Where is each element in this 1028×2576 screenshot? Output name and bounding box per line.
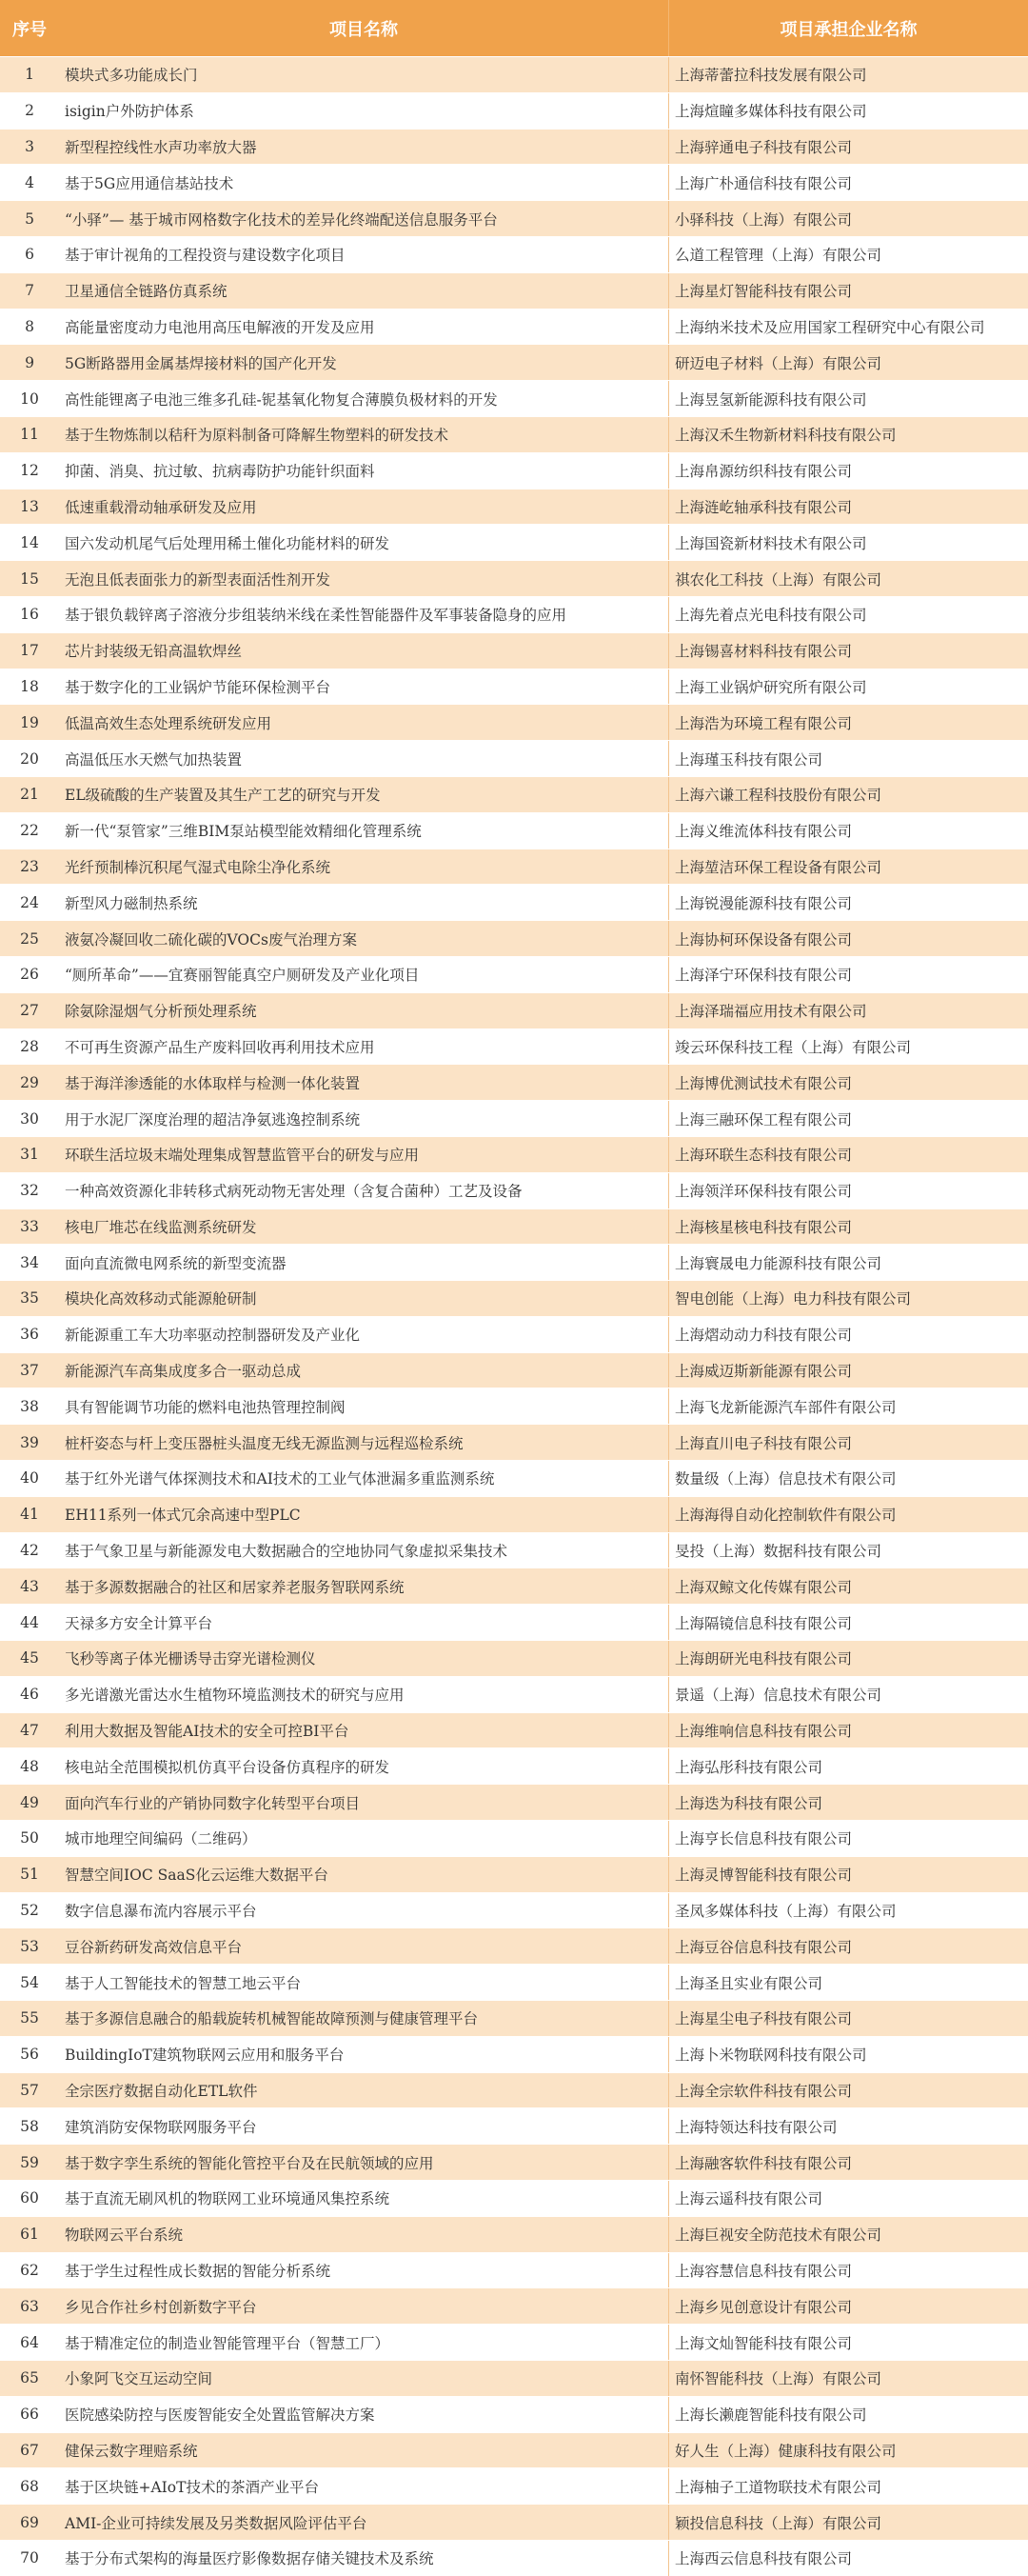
row-index: 48 — [20, 1757, 39, 1775]
row-company-name: 上海云遥科技有限公司 — [668, 2181, 1028, 2216]
row-project-name: 模块化高效移动式能源舱研制 — [65, 1290, 257, 1308]
row-index: 6 — [25, 246, 34, 264]
row-company-name: 上海煊瞳多媒体科技有限公司 — [668, 93, 1028, 129]
row-company-name: 景遥（上海）信息技术有限公司 — [668, 1677, 1028, 1712]
row-project-name: 基于银负载锌离子溶液分步组装纳米线在柔性智能器件及军事装备隐身的应用 — [65, 607, 567, 625]
row-company-name: 好人生（上海）健康科技有限公司 — [668, 2433, 1028, 2468]
row-index: 35 — [20, 1289, 39, 1308]
row-index: 16 — [20, 606, 39, 624]
row-company-name: 上海特领达科技有限公司 — [668, 2108, 1028, 2144]
table-row — [0, 309, 1028, 345]
header-project-name: 项目名称 — [329, 19, 398, 40]
row-company-name: 上海全宗软件科技有限公司 — [668, 2073, 1028, 2108]
table-row — [0, 740, 1028, 776]
table-row — [0, 669, 1028, 705]
row-project-name: 不可再生资源产品生产废料回收再利用技术应用 — [65, 1038, 375, 1056]
row-company-name: 上海弘彤科技有限公司 — [668, 1748, 1028, 1784]
table-row — [0, 380, 1028, 416]
row-index: 37 — [20, 1362, 39, 1380]
table-row — [0, 776, 1028, 812]
table-row — [0, 956, 1028, 992]
row-company-name: 数量级（上海）信息技术有限公司 — [668, 1461, 1028, 1496]
table-row — [0, 1747, 1028, 1784]
row-project-name: 低速重载滑动轴承研发及应用 — [65, 498, 257, 516]
row-project-name: 建筑消防安保物联网服务平台 — [65, 2118, 257, 2136]
row-project-name: 基于区块链+AIoT技术的茶酒产业平台 — [65, 2478, 319, 2496]
table-body — [0, 56, 1028, 2576]
row-project-name: 小象阿飞交互运动空间 — [65, 2370, 213, 2388]
row-project-name: 天禄多方安全计算平台 — [65, 1614, 213, 1632]
row-project-name: 桩杆姿态与杆上变压器桩头温度无线无源监测与远程巡检系统 — [65, 1434, 464, 1452]
row-project-name: 健保云数字理赔系统 — [65, 2442, 198, 2460]
row-index: 4 — [25, 173, 34, 191]
row-project-name: 新能源重工车大功率驱动控制器研发及产业化 — [65, 1327, 361, 1345]
row-index: 21 — [20, 786, 39, 804]
row-index: 39 — [20, 1433, 39, 1451]
row-index: 46 — [20, 1686, 39, 1704]
row-index: 58 — [20, 2117, 39, 2135]
row-project-name: 核电站全范围模拟机仿真平台设备仿真程序的研发 — [65, 1758, 390, 1776]
row-project-name: BuildingIoT建筑物联网云应用和服务平台 — [65, 2047, 345, 2065]
row-index: 41 — [20, 1506, 39, 1524]
table-row — [0, 2504, 1028, 2540]
table-row — [0, 1028, 1028, 1065]
row-index: 44 — [20, 1613, 39, 1631]
row-index: 43 — [20, 1577, 39, 1595]
row-project-name: 飞秒等离子体光栅诱导击穿光谱检测仪 — [65, 1650, 316, 1668]
row-index: 31 — [20, 1146, 39, 1164]
row-project-name: AMI-企业可持续发展及另类数据风险评估平台 — [65, 2514, 367, 2532]
row-project-name: 数字信息瀑布流内容展示平台 — [65, 1903, 257, 1921]
row-index: 53 — [20, 1937, 39, 1955]
table-row — [0, 632, 1028, 669]
row-index: 59 — [20, 2153, 39, 2171]
row-company-name: 上海三融环保工程有限公司 — [668, 1101, 1028, 1136]
table-row — [0, 2324, 1028, 2360]
table-row — [0, 812, 1028, 849]
row-company-name: 上海博优测试技术有限公司 — [668, 1065, 1028, 1100]
row-project-name: 国六发动机尾气后处理用稀土催化功能材料的研发 — [65, 534, 390, 552]
row-project-name: EL级硫酸的生产装置及其生产工艺的研究与开发 — [65, 787, 381, 805]
table-row — [0, 1064, 1028, 1100]
row-index: 2 — [25, 102, 34, 120]
row-index: 60 — [20, 2189, 39, 2207]
row-company-name: 上海涟屹轴承科技有限公司 — [668, 489, 1028, 525]
row-company-name: 上海领洋环保科技有限公司 — [668, 1173, 1028, 1208]
row-index: 52 — [20, 1902, 39, 1920]
row-project-name: 豆谷新药研发高效信息平台 — [65, 1938, 243, 1956]
row-index: 36 — [20, 1326, 39, 1344]
row-company-name: 上海灵博智能科技有限公司 — [668, 1857, 1028, 1892]
row-project-name: 基于5G应用通信基站技术 — [65, 174, 234, 192]
row-index: 54 — [20, 1973, 39, 1991]
row-project-name: 卫星通信全链路仿真系统 — [65, 283, 227, 301]
row-company-name: 上海六谦工程科技股份有限公司 — [668, 777, 1028, 812]
table-row — [0, 1532, 1028, 1568]
row-project-name: 芯片封装级无铅高温软焊丝 — [65, 643, 243, 661]
row-project-name: 智慧空间IOC SaaS化云运维大数据平台 — [65, 1867, 328, 1885]
row-company-name: 上海威迈斯新能源有限公司 — [668, 1353, 1028, 1388]
row-index: 45 — [20, 1649, 39, 1667]
row-company-name: 南怀智能科技（上海）有限公司 — [668, 2361, 1028, 2396]
row-project-name: 环联生活垃圾末端处理集成智慧监管平台的研发与应用 — [65, 1147, 420, 1165]
row-project-name: 新一代“泵管家”三维BIM泵站模型能效精细化管理系统 — [65, 823, 422, 841]
row-index: 56 — [20, 2046, 39, 2064]
row-company-name: 上海锡喜材料科技有限公司 — [668, 633, 1028, 669]
row-company-name: 上海泽瑞福应用技术有限公司 — [668, 993, 1028, 1028]
row-company-name: 上海融客软件科技有限公司 — [668, 2145, 1028, 2180]
row-index: 11 — [20, 426, 39, 444]
row-company-name: 上海堃洁环保工程设备有限公司 — [668, 849, 1028, 885]
row-project-name: isigin户外防护体系 — [65, 103, 194, 121]
table-row — [0, 1316, 1028, 1352]
row-company-name: 上海工业锅炉研究所有限公司 — [668, 669, 1028, 705]
table-row — [0, 849, 1028, 885]
row-company-name: 上海核星核电科技有限公司 — [668, 1209, 1028, 1245]
table-row — [0, 1892, 1028, 1928]
row-index: 33 — [20, 1217, 39, 1235]
table-row — [0, 2000, 1028, 2036]
row-company-name: 上海泽宁环保科技有限公司 — [668, 957, 1028, 992]
row-project-name: 基于学生过程性成长数据的智能分析系统 — [65, 2263, 331, 2280]
row-index: 5 — [25, 210, 34, 228]
row-index: 12 — [20, 462, 39, 480]
row-project-name: 抑菌、消臭、抗过敏、抗病毒防护功能针织面料 — [65, 463, 375, 481]
table-row — [0, 1136, 1028, 1172]
table-row — [0, 2216, 1028, 2252]
row-index: 51 — [20, 1866, 39, 1884]
row-company-name: 上海星灯智能科技有限公司 — [668, 273, 1028, 309]
row-index: 9 — [25, 353, 34, 371]
row-company-name: 上海乡见创意设计有限公司 — [668, 2288, 1028, 2324]
table-row — [0, 92, 1028, 129]
table-row — [0, 2287, 1028, 2324]
table-row — [0, 1208, 1028, 1245]
row-company-name: 上海隔镜信息科技有限公司 — [668, 1605, 1028, 1640]
table-row — [0, 704, 1028, 740]
row-project-name: 面向汽车行业的产销协同数字化转型平台项目 — [65, 1794, 361, 1812]
row-index: 34 — [20, 1253, 39, 1271]
row-company-name: 竣云环保科技工程（上海）有限公司 — [668, 1029, 1028, 1065]
row-company-name: 上海文灿智能科技有限公司 — [668, 2325, 1028, 2360]
row-project-name: 基于红外光谱气体探测技术和AI技术的工业气体泄漏多重监测系统 — [65, 1470, 495, 1488]
row-index: 32 — [20, 1182, 39, 1200]
row-project-name: 全宗医疗数据自动化ETL软件 — [65, 2083, 258, 2101]
table-row — [0, 1964, 1028, 2000]
table-row — [0, 1604, 1028, 1640]
table-row — [0, 1927, 1028, 1964]
row-company-name: 祺农化工科技（上海）有限公司 — [668, 561, 1028, 596]
row-index: 63 — [20, 2297, 39, 2315]
table-row — [0, 344, 1028, 380]
row-company-name: 研迈电子材料（上海）有限公司 — [668, 345, 1028, 380]
row-project-name: 基于气象卫星与新能源发电大数据融合的空地协同气象虚拟采集技术 — [65, 1543, 508, 1561]
row-company-name: 么道工程管理（上海）有限公司 — [668, 237, 1028, 272]
table-row — [0, 272, 1028, 309]
row-company-name: 上海昱氢新能源科技有限公司 — [668, 381, 1028, 416]
row-index: 50 — [20, 1829, 39, 1847]
row-index: 29 — [20, 1073, 39, 1091]
table-row — [0, 129, 1028, 165]
row-index: 69 — [20, 2513, 39, 2531]
table-row — [0, 56, 1028, 92]
table-row — [0, 236, 1028, 272]
row-index: 27 — [20, 1002, 39, 1020]
table-row — [0, 489, 1028, 525]
row-company-name: 上海协柯环保设备有限公司 — [668, 921, 1028, 956]
row-company-name: 上海骍通电子科技有限公司 — [668, 130, 1028, 165]
row-index: 66 — [20, 2406, 39, 2424]
row-index: 22 — [20, 822, 39, 840]
row-project-name: 城市地理空间编码（二维码） — [65, 1830, 257, 1848]
table-row — [0, 2144, 1028, 2180]
row-index: 64 — [20, 2333, 39, 2351]
row-project-name: 乡见合作社乡村创新数字平台 — [65, 2298, 257, 2316]
table-row — [0, 2540, 1028, 2576]
row-index: 20 — [20, 749, 39, 768]
row-company-name: 上海义维流体科技有限公司 — [668, 813, 1028, 849]
row-company-name: 上海亨长信息科技有限公司 — [668, 1821, 1028, 1856]
row-project-name: 无泡且低表面张力的新型表面活性剂开发 — [65, 570, 331, 589]
table-row — [0, 2467, 1028, 2504]
row-index: 14 — [20, 533, 39, 551]
row-company-name: 上海卜米物联网科技有限公司 — [668, 2037, 1028, 2072]
row-company-name: 上海维响信息科技有限公司 — [668, 1713, 1028, 1748]
row-project-name: 基于分布式架构的海量医疗影像数据存储关键技术及系统 — [65, 2550, 434, 2568]
row-index: 10 — [20, 389, 39, 408]
row-project-name: 低温高效生态处理系统研发应用 — [65, 714, 272, 732]
row-company-name: 上海朗研光电科技有限公司 — [668, 1641, 1028, 1676]
row-index: 13 — [20, 497, 39, 515]
row-project-name: 基于人工智能技术的智慧工地云平台 — [65, 1974, 302, 1992]
table-header — [0, 0, 1028, 56]
row-index: 15 — [20, 569, 39, 588]
row-index: 18 — [20, 677, 39, 695]
table-row — [0, 596, 1028, 632]
row-index: 47 — [20, 1722, 39, 1740]
row-project-name: 物联网云平台系统 — [65, 2227, 184, 2245]
table-row — [0, 452, 1028, 489]
table-row — [0, 2036, 1028, 2072]
row-company-name: 圣凤多媒体科技（上海）有限公司 — [668, 1893, 1028, 1928]
row-project-name: 基于多源信息融合的船载旋转机械智能故障预测与健康管理平台 — [65, 2010, 479, 2028]
row-project-name: 基于数字化的工业锅炉节能环保检测平台 — [65, 678, 331, 696]
row-company-name: 上海长濑鹿智能科技有限公司 — [668, 2397, 1028, 2432]
row-company-name: 上海纳米技术及应用国家工程研究中心有限公司 — [668, 310, 1028, 345]
table-row — [0, 560, 1028, 596]
row-company-name: 上海圣且实业有限公司 — [668, 1965, 1028, 2000]
row-index: 62 — [20, 2262, 39, 2279]
row-index: 70 — [20, 2549, 39, 2567]
row-company-name: 上海星尘电子科技有限公司 — [668, 2001, 1028, 2036]
row-company-name: 上海先着点光电科技有限公司 — [668, 597, 1028, 632]
table-row — [0, 1496, 1028, 1532]
row-company-name: 上海迭为科技有限公司 — [668, 1785, 1028, 1820]
table-row — [0, 1424, 1028, 1460]
table-row — [0, 1640, 1028, 1676]
row-company-name: 上海国瓷新材料技术有限公司 — [668, 525, 1028, 560]
row-project-name: 光纤预制棒沉积尾气湿式电除尘净化系统 — [65, 858, 331, 876]
row-company-name: 上海飞龙新能源汽车部件有限公司 — [668, 1388, 1028, 1424]
table-row — [0, 2360, 1028, 2396]
row-index: 17 — [20, 642, 39, 660]
table-row — [0, 2396, 1028, 2432]
row-project-name: 模块式多功能成长门 — [65, 67, 198, 85]
table-row — [0, 1856, 1028, 1892]
row-index: 42 — [20, 1542, 39, 1560]
table-row — [0, 1784, 1028, 1820]
table-row — [0, 1388, 1028, 1424]
row-index: 30 — [20, 1109, 39, 1128]
row-index: 40 — [20, 1469, 39, 1488]
row-project-name: 新型风力磁制热系统 — [65, 894, 198, 912]
table-row — [0, 1568, 1028, 1604]
row-project-name: 核电厂堆芯在线监测系统研发 — [65, 1218, 257, 1236]
row-project-name: 用于水泥厂深度治理的超洁净氨逃逸控制系统 — [65, 1110, 361, 1128]
row-project-name: 高能量密度动力电池用高压电解液的开发及应用 — [65, 318, 375, 336]
row-company-name: 上海双鲸文化传媒有限公司 — [668, 1568, 1028, 1604]
row-index: 38 — [20, 1397, 39, 1415]
table-row — [0, 2252, 1028, 2288]
row-company-name: 旻投（上海）数据科技有限公司 — [668, 1533, 1028, 1568]
table-row — [0, 2180, 1028, 2216]
row-project-name: 基于直流无刷风机的物联网工业环境通风集控系统 — [65, 2190, 390, 2208]
row-project-name: 除氨除湿烟气分析预处理系统 — [65, 1003, 257, 1021]
row-index: 26 — [20, 966, 39, 984]
row-project-name: “小驿”— 基于城市网格数字化技术的差异化终端配送信息服务平台 — [65, 210, 498, 229]
row-index: 25 — [20, 929, 39, 948]
row-index: 28 — [20, 1037, 39, 1055]
row-company-name: 上海直川电子科技有限公司 — [668, 1425, 1028, 1460]
row-index: 68 — [20, 2477, 39, 2495]
table-row — [0, 1676, 1028, 1712]
row-project-name: 面向直流微电网系统的新型变流器 — [65, 1254, 287, 1272]
row-project-name: 5G断路器用金属基焊接材料的国产化开发 — [65, 354, 337, 372]
row-index: 65 — [20, 2369, 39, 2387]
table-row — [0, 164, 1028, 200]
row-project-name: 高性能锂离子电池三维多孔硅-铌基氧化物复合薄膜负极材料的开发 — [65, 390, 498, 409]
row-company-name: 上海环联生态科技有限公司 — [668, 1137, 1028, 1172]
row-index: 7 — [25, 282, 34, 300]
row-company-name: 上海巨视安全防范技术有限公司 — [668, 2217, 1028, 2252]
row-company-name: 上海锐漫能源科技有限公司 — [668, 885, 1028, 920]
row-index: 24 — [20, 893, 39, 911]
header-index: 序号 — [12, 19, 47, 40]
row-project-name: 医院感染防控与医废智能安全处置监管解决方案 — [65, 2406, 375, 2425]
header-company-name: 项目承担企业名称 — [668, 0, 1028, 56]
row-index: 23 — [20, 857, 39, 875]
row-project-name: 新型程控线性水声功率放大器 — [65, 138, 257, 156]
row-index: 67 — [20, 2441, 39, 2459]
table-row — [0, 1100, 1028, 1136]
table-row — [0, 2432, 1028, 2468]
row-company-name: 颖投信息科技（上海）有限公司 — [668, 2505, 1028, 2540]
row-company-name: 上海浩为环境工程有限公司 — [668, 705, 1028, 740]
row-project-name: 基于多源数据融合的社区和居家养老服务智联网系统 — [65, 1578, 405, 1596]
table-row — [0, 524, 1028, 560]
row-company-name: 上海蒂蕾拉科技发展有限公司 — [668, 57, 1028, 92]
table-row — [0, 1244, 1028, 1280]
table-row — [0, 1172, 1028, 1208]
row-company-name: 上海寰晟电力能源科技有限公司 — [668, 1245, 1028, 1280]
row-project-name: 具有智能调节功能的燃料电池热管理控制阀 — [65, 1398, 346, 1416]
row-project-name: EH11系列一体式冗余高速中型PLC — [65, 1507, 301, 1525]
row-company-name: 上海豆谷信息科技有限公司 — [668, 1928, 1028, 1964]
row-index: 49 — [20, 1793, 39, 1811]
row-project-name: 新能源汽车高集成度多合一驱动总成 — [65, 1363, 302, 1381]
table-row — [0, 1820, 1028, 1856]
row-company-name: 智电创能（上海）电力科技有限公司 — [668, 1281, 1028, 1316]
table-row — [0, 1460, 1028, 1496]
row-company-name: 上海瑾玉科技有限公司 — [668, 741, 1028, 776]
row-project-name: 基于生物炼制以秸秆为原料制备可降解生物塑料的研发技术 — [65, 427, 449, 445]
row-company-name: 上海广朴通信科技有限公司 — [668, 165, 1028, 200]
table-row — [0, 2107, 1028, 2144]
row-index: 61 — [20, 2226, 39, 2244]
row-index: 55 — [20, 2009, 39, 2027]
row-company-name: 上海柚子工道物联技术有限公司 — [668, 2468, 1028, 2504]
table-row — [0, 884, 1028, 920]
row-project-name: 基于数字孪生系统的智能化管控平台及在民航领域的应用 — [65, 2154, 434, 2172]
row-project-name: 多光谱激光雷达水生植物环境监测技术的研究与应用 — [65, 1687, 405, 1705]
row-index: 57 — [20, 2082, 39, 2100]
table-row — [0, 1712, 1028, 1748]
row-company-name: 上海容慧信息科技有限公司 — [668, 2253, 1028, 2288]
row-index: 1 — [25, 66, 34, 84]
row-project-name: 利用大数据及智能AI技术的安全可控BI平台 — [65, 1723, 349, 1741]
row-company-name: 上海帛源纺织科技有限公司 — [668, 453, 1028, 489]
row-index: 19 — [20, 713, 39, 731]
row-company-name: 上海西云信息科技有限公司 — [668, 2541, 1028, 2576]
row-project-name: 基于精准定位的制造业智能管理平台（智慧工厂） — [65, 2334, 390, 2352]
row-project-name: 一种高效资源化非转移式病死动物无害处理（含复合菌种）工艺及设备 — [65, 1183, 523, 1201]
row-project-name: 基于海洋渗透能的水体取样与检测一体化装置 — [65, 1074, 361, 1092]
row-project-name: 基于审计视角的工程投资与建设数字化项目 — [65, 247, 346, 265]
row-company-name: 上海熠动动力科技有限公司 — [668, 1317, 1028, 1352]
row-company-name: 上海汉禾生物新材料科技有限公司 — [668, 417, 1028, 452]
row-project-name: 高温低压水天燃气加热装置 — [65, 750, 243, 769]
table-row — [0, 416, 1028, 452]
table-row — [0, 1352, 1028, 1388]
row-index: 8 — [25, 317, 34, 335]
table-row — [0, 992, 1028, 1028]
table-row — [0, 2072, 1028, 2108]
table-row — [0, 200, 1028, 236]
table-row — [0, 920, 1028, 956]
row-company-name: 上海海得自动化控制软件有限公司 — [668, 1497, 1028, 1532]
table-row — [0, 1280, 1028, 1316]
row-index: 3 — [25, 137, 34, 155]
row-project-name: “厕所革命”——宜赛丽智能真空户厕研发及产业化项目 — [65, 967, 420, 985]
row-project-name: 液氨冷凝回收二硫化碳的VOCs废气治理方案 — [65, 930, 357, 949]
row-company-name: 小驿科技（上海）有限公司 — [668, 201, 1028, 236]
